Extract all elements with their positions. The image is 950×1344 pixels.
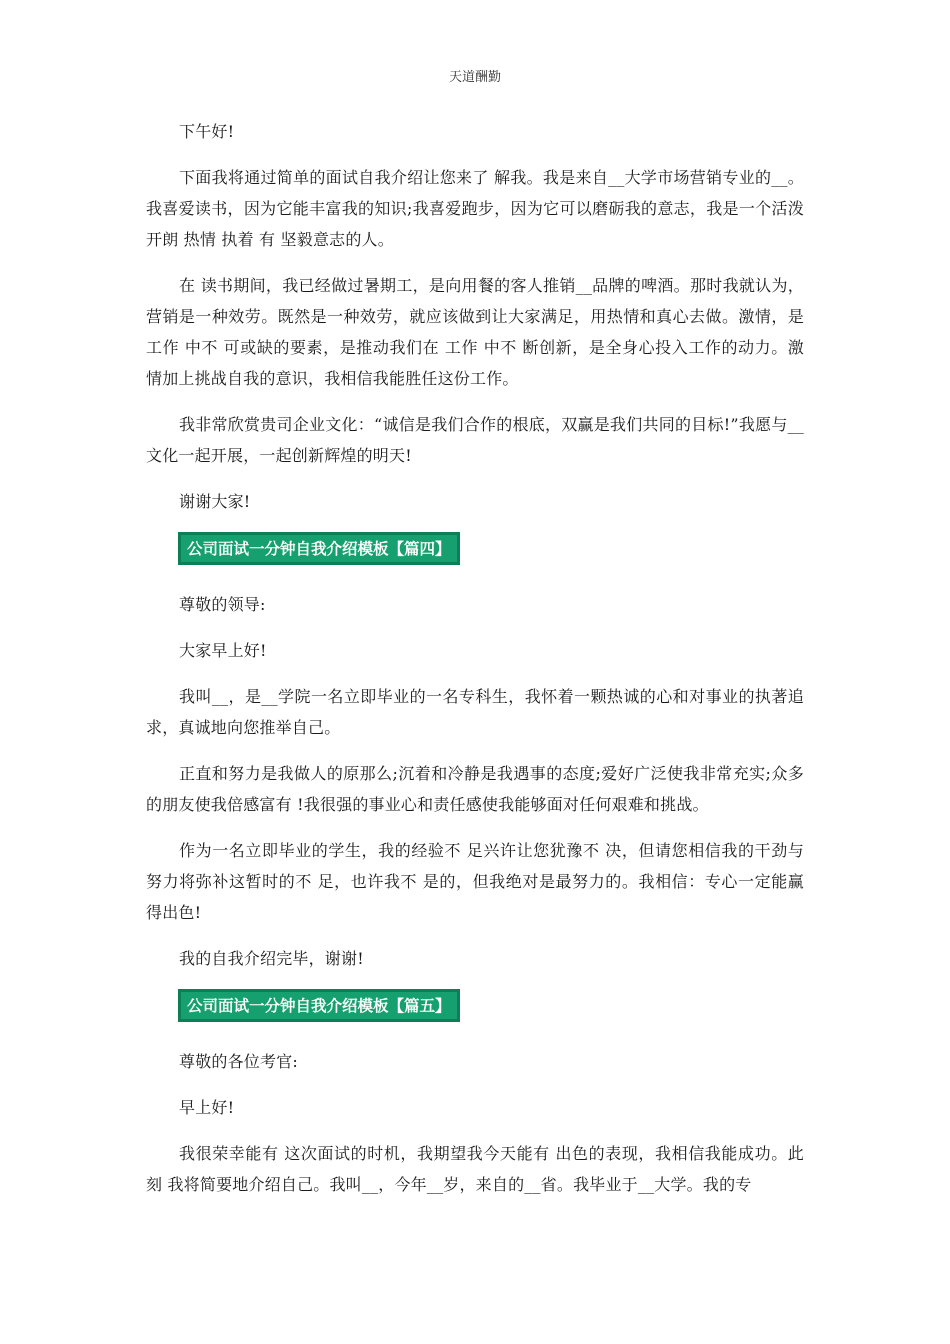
salutation-paragraph: 尊敬的领导:: [179, 595, 266, 614]
section-heading-part4: 公司面试一分钟自我介绍模板【篇四】: [178, 532, 460, 565]
section-heading-part5: 公司面试一分钟自我介绍模板【篇五】: [178, 989, 460, 1022]
document-body: [146, 116, 804, 1215]
greeting-paragraph: 下午好!: [179, 122, 235, 141]
section-heading-wrap: [178, 989, 804, 1022]
salutation-paragraph: 尊敬的各位考官:: [179, 1052, 298, 1071]
culture-paragraph: 我非常欣赏贵司企业文化：“诚信是我们合作的根底，双赢是我们共同的目标!”我愿与__文化一起开展，一起创新辉煌的明天!: [146, 415, 804, 465]
effort-paragraph: 作为一名立即毕业的学生，我的经验不 足兴许让您犹豫不 决，但请您相信我的干劲与努力将弥补这暂时的不 足，也许我不 是的，但我绝对是最努力的。我相信：专心一定能赢得出色!: [146, 841, 804, 922]
closing-paragraph: 我的自我介绍完毕，谢谢!: [179, 949, 364, 968]
self-intro-paragraph: 我很荣幸能有 这次面试的时机，我期望我今天能有 出色的表现，我相信我能成功。此刻 我将简要地介绍自己。我叫__，今年__岁，来自的__省。我毕业于__大学。我的专: [146, 1144, 804, 1194]
self-intro-paragraph: 我叫__，是__学院一名立即毕业的一名专科生，我怀着一颗热诚的心和对事业的执著追求，真诚地向您推举自己。: [146, 687, 804, 737]
greeting-paragraph: 早上好!: [179, 1098, 235, 1117]
page-header: 天道酬勤: [448, 70, 501, 85]
character-paragraph: 正直和努力是我做人的原那么;沉着和冷静是我遇事的态度;爱好广泛使我非常充实;众多的朋友使我倍感富有 !我很强的事业心和责任感使我能够面对任何艰难和挑战。: [146, 764, 804, 814]
experience-paragraph: 在 读书期间，我已经做过暑期工，是向用餐的客人推销__品牌的啤酒。那时我就认为，营销是一种效劳。既然是一种效劳，就应该做到让大家满足，用热情和真心去做。激情，是工作 中不 可或缺的要素，是推动我们在 工作 中不 断创新，是全身心投入工作的动力。激情加上挑战自我的意识，我相信我能胜任这份工作。: [146, 276, 804, 388]
greeting-paragraph: 大家早上好!: [179, 641, 267, 660]
section-heading-wrap: [178, 532, 804, 565]
thanks-paragraph: 谢谢大家!: [179, 492, 251, 511]
intro-paragraph: 下面我将通过简单的面试自我介绍让您来了 解我。我是来自__大学市场营销专业的__。我喜爱读书，因为它能丰富我的知识;我喜爱跑步，因为它可以磨砺我的意志，我是一个活泼开朗 热情 执着 有 坚毅意志的人。: [146, 168, 804, 249]
